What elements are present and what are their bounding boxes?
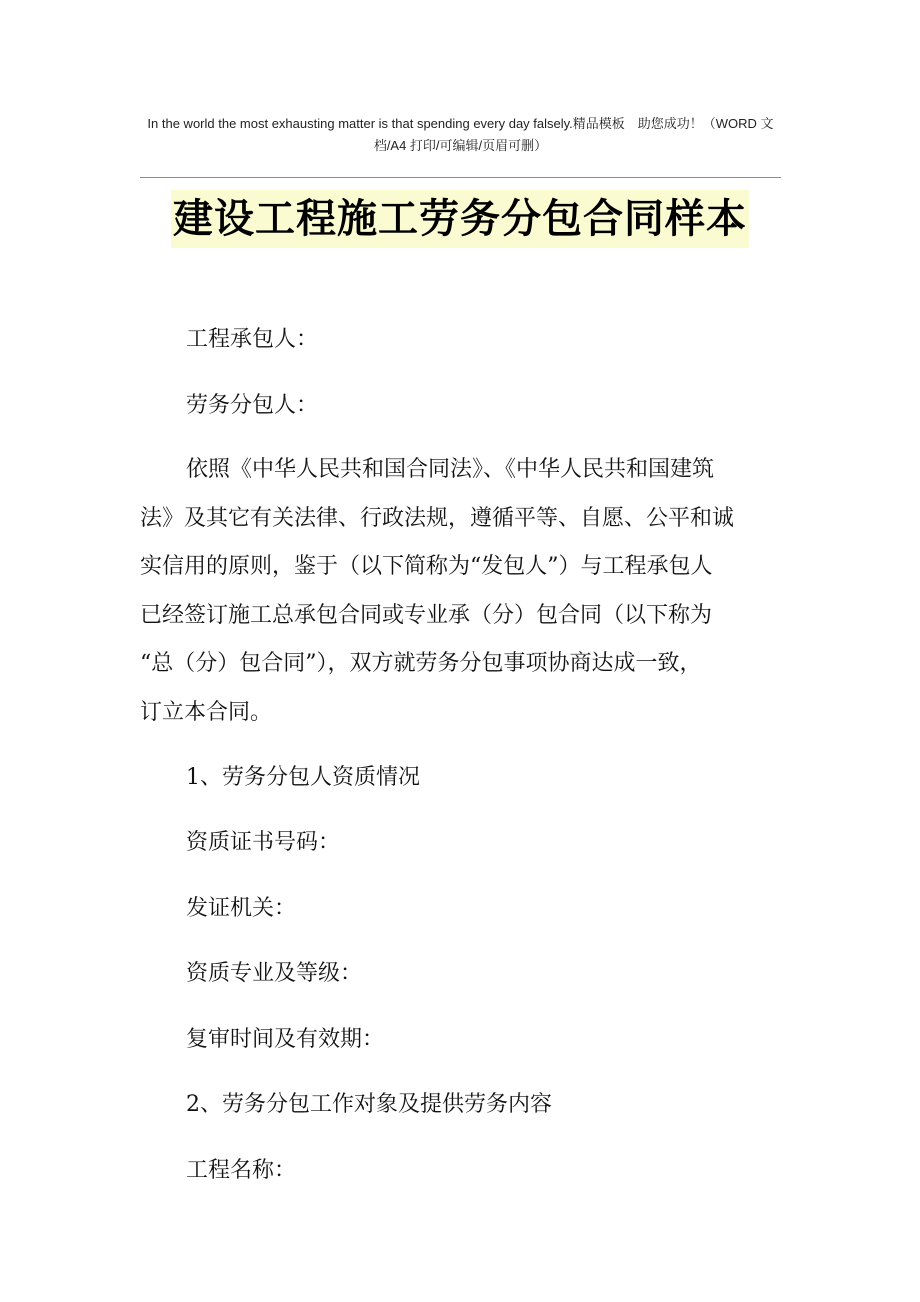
header-divider (140, 177, 781, 178)
section-1-heading: 1、劳务分包人资质情况 (186, 765, 420, 790)
issuing-authority-label: 发证机关： (186, 896, 297, 921)
cert-number-label: 资质证书号码： (186, 830, 341, 855)
intro-line-1: 依照《中华人民共和国合同法》、《中华人民共和国建筑 (186, 457, 715, 482)
title-block (0, 190, 920, 248)
page-header (140, 113, 781, 157)
intro-line-6: 订立本合同。 (140, 700, 273, 725)
intro-line-3: 实信用的原则，鉴于（以下简称为“发包人”）与工程承包人 (140, 554, 713, 579)
header-line-2: 档/A4 打印/可编辑/页眉可删） (373, 138, 548, 153)
document-title: 建设工程施工劳务分包合同样本 (171, 190, 749, 248)
contractor-label: 工程承包人： (186, 327, 319, 352)
intro-line-5: “总（分）包合同”），双方就劳务分包事项协商达成一致， (140, 651, 702, 676)
subcontractor-label: 劳务分包人： (186, 393, 319, 418)
intro-line-2: 法》及其它有关法律、行政法规，遵循平等、自愿、公平和诚 (140, 506, 735, 531)
section-2-heading: 2、劳务分包工作对象及提供劳务内容 (186, 1092, 552, 1117)
project-name-label: 工程名称： (186, 1158, 297, 1183)
intro-line-4: 已经签订施工总承包合同或专业承（分）包合同（以下称为 (140, 603, 713, 628)
qualification-level-label: 资质专业及等级： (186, 961, 363, 986)
review-validity-label: 复审时间及有效期： (186, 1027, 385, 1052)
header-line-1: In the world the most exhausting matter is that spending every day falsely.精品模板 助您成功！（WORD 文 (147, 116, 774, 131)
